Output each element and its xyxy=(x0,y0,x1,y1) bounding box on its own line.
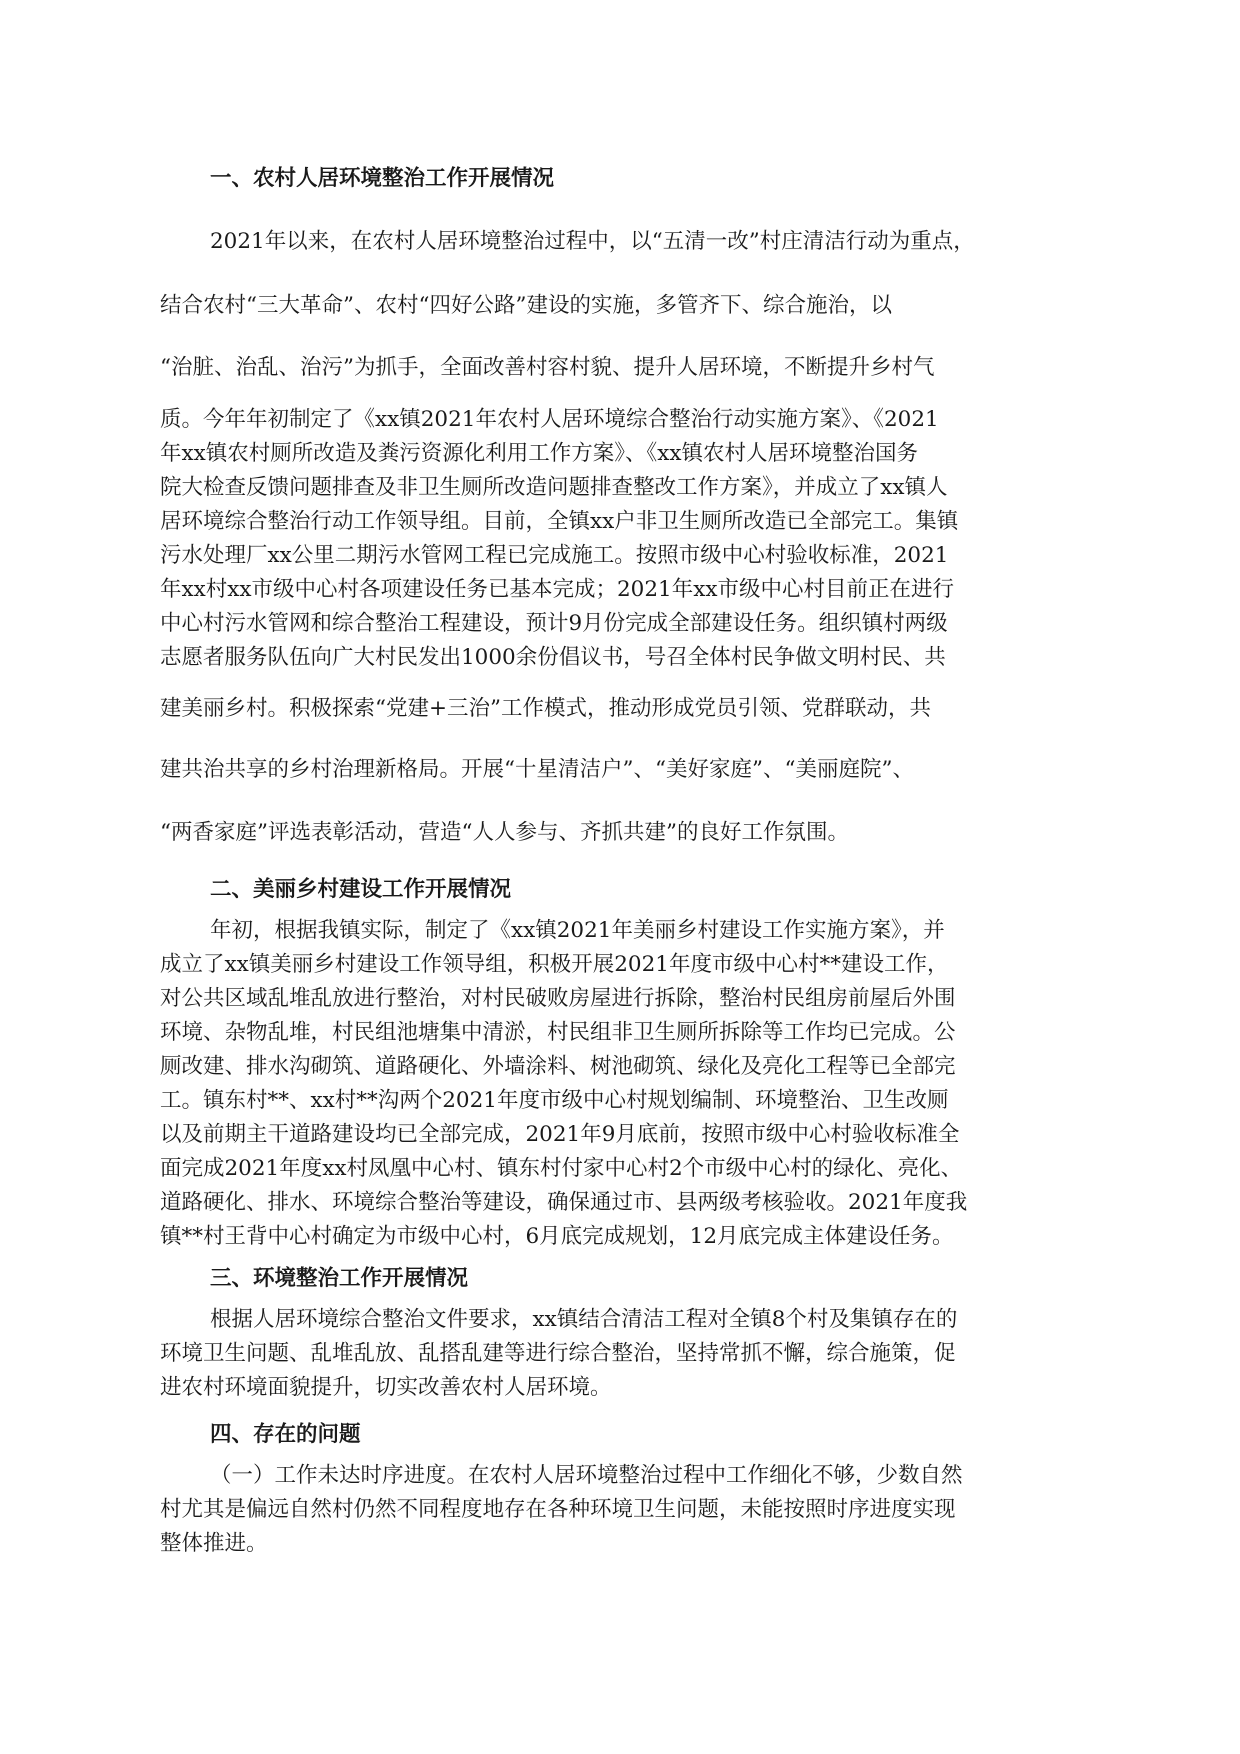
paragraph-line: 质。今年年初制定了《xx镇2021年农村人居环境综合整治行动实施方案》、《2021 xyxy=(160,407,939,432)
paragraph-line: 镇**村王背中心村确定为市级中心村，6月底完成规划，12月底完成主体建设任务。 xyxy=(160,1224,954,1249)
paragraph-line: 厕改建、排水沟砌筑、道路硬化、外墙涂料、树池砌筑、绿化及亮化工程等已全部完 xyxy=(160,1054,956,1079)
paragraph-line: 工。镇东村**、xx村**沟两个2021年度市级中心村规划编制、环境整治、卫生改厕 xyxy=(160,1088,949,1113)
paragraph-line: 建共治共享的乡村治理新格局。开展“十星清洁户”、“美好家庭”、“美丽庭院”、 xyxy=(160,757,914,782)
paragraph-line: “两香家庭”评选表彰活动，营造“人人参与、齐抓共建”的良好工作氛围。 xyxy=(160,820,849,845)
paragraph-line: 建美丽乡村。积极探索“党建+三治”工作模式，推动形成党员引领、党群联动，共 xyxy=(160,696,932,721)
paragraph-line: 污水处理厂xx公里二期污水管网工程已完成施工。按照市级中心村验收标准，2021 xyxy=(160,543,949,568)
section-heading: 二、美丽乡村建设工作开展情况 xyxy=(210,877,512,902)
section-heading: 四、存在的问题 xyxy=(210,1422,361,1447)
paragraph-line: 面完成2021年度xx村凤凰中心村、镇东村付家中心村2个市级中心村的绿化、亮化、 xyxy=(160,1156,963,1181)
paragraph-line: 中心村污水管网和综合整治工程建设，预计9月份完成全部建设任务。组织镇村两级 xyxy=(160,611,948,636)
paragraph-line: 结合农村“三大革命”、农村“四好公路”建设的实施，多管齐下、综合施治，以 xyxy=(160,293,892,318)
paragraph-line: “治脏、治乱、治污”为抓手，全面改善村容村貌、提升人居环境，不断提升乡村气 xyxy=(160,355,935,380)
paragraph-line: 以及前期主干道路建设均已全部完成，2021年9月底前，按照市级中心村验收标准全 xyxy=(160,1122,960,1147)
paragraph-line: 年xx村xx市级中心村各项建设任务已基本完成；2021年xx市级中心村目前正在进行 xyxy=(160,577,954,602)
paragraph-line: 志愿者服务队伍向广大村民发出1000余份倡议书，号召全体村民争做文明村民、共 xyxy=(160,645,946,670)
paragraph-line: 院大检查反馈问题排查及非卫生厕所改造问题排查整改工作方案》，并成立了xx镇人 xyxy=(160,475,948,500)
paragraph-line: 整体推进。 xyxy=(160,1531,268,1556)
paragraph-line: 环境卫生问题、乱堆乱放、乱搭乱建等进行综合整治，坚持常抓不懈，综合施策，促 xyxy=(160,1341,956,1366)
paragraph-line: 年xx镇农村厕所改造及粪污资源化利用工作方案》、《xx镇农村人居环境整治国务 xyxy=(160,441,919,466)
paragraph-line: 进农村环境面貌提升，切实改善农村人居环境。 xyxy=(160,1375,612,1400)
paragraph-line: （一）工作未达时序进度。在农村人居环境整治过程中工作细化不够，少数自然 xyxy=(210,1463,963,1488)
section-heading: 三、环境整治工作开展情况 xyxy=(210,1266,469,1291)
paragraph-line: 居环境综合整治行动工作领导组。目前，全镇xx户非卫生厕所改造已全部完工。集镇 xyxy=(160,509,959,534)
section-heading: 一、农村人居环境整治工作开展情况 xyxy=(210,166,555,191)
paragraph-line: 根据人居环境综合整治文件要求，xx镇结合清洁工程对全镇8个村及集镇存在的 xyxy=(210,1307,958,1332)
paragraph-line: 对公共区域乱堆乱放进行整治，对村民破败房屋进行拆除，整治村民组房前屋后外围 xyxy=(160,986,956,1011)
paragraph-line: 环境、杂物乱堆，村民组池塘集中清淤，村民组非卫生厕所拆除等工作均已完成。公 xyxy=(160,1020,956,1045)
paragraph-line: 年初，根据我镇实际，制定了《xx镇2021年美丽乡村建设工作实施方案》，并 xyxy=(210,918,945,943)
paragraph-line: 2021年以来，在农村人居环境整治过程中，以“五清一改”村庄清洁行动为重点， xyxy=(210,229,975,254)
paragraph-line: 成立了xx镇美丽乡村建设工作领导组，积极开展2021年度市级中心村**建设工作， xyxy=(160,952,949,977)
paragraph-line: 道路硬化、排水、环境综合整治等建设，确保通过市、县两级考核验收。2021年度我 xyxy=(160,1190,968,1215)
paragraph-line: 村尤其是偏远自然村仍然不同程度地存在各种环境卫生问题，未能按照时序进度实现 xyxy=(160,1497,956,1522)
